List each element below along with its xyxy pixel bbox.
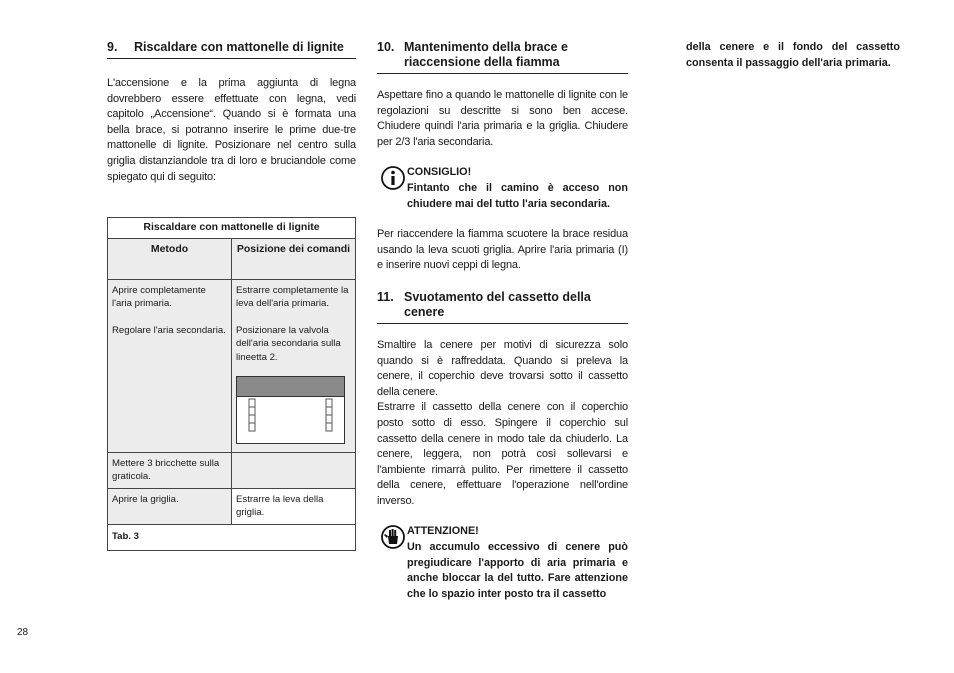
warning-text: Un accumulo eccessivo di cenere può pregiudicare l'apporto di aria primaria e anche bloccar la del tutto. Fare attenzione che lo spazio inter posto tra il cassetto: [407, 541, 628, 600]
section-10-title-line1: Mantenimento della brace e: [404, 40, 568, 54]
section-9-heading: [107, 40, 356, 59]
control-diagram: [236, 376, 345, 444]
column-right: [686, 40, 900, 71]
warning-text-continued: della cenere e il fondo del cassetto consenta il passaggio dell'aria primaria.: [686, 41, 900, 69]
table-title: Riscaldare con mattonelle di lignite: [108, 218, 356, 239]
table-cell-controls-2: [232, 452, 356, 488]
section-10-body-2: Per riaccendere la fiamma scuotere la brace residua usando la leva scuoti griglia. Aprire l'aria primaria (I) e inserire nuovi ceppi di legna.: [377, 228, 628, 272]
section-10-number: 10.: [377, 40, 395, 54]
column-left: [107, 40, 356, 551]
section-11-heading: [377, 290, 628, 324]
table-cell-method-1: [108, 279, 232, 452]
table-cell-method-3: Aprire la griglia.: [108, 488, 232, 524]
table-cell-controls-3: Estrarre la leva della griglia.: [232, 488, 356, 524]
lignite-table: [107, 217, 356, 551]
table-header-method: Metodo: [108, 238, 232, 279]
warning-hand-icon: [377, 524, 407, 602]
section-10-heading: [377, 40, 628, 74]
section-10-body-1: Aspettare fino a quando le mattonelle di lignite con le regolazioni su descritte si sono ben accese. Chiudere quindi l'aria primaria e la griglia. Chiudere per 2/3 l'aria secondaria.: [377, 89, 628, 148]
method-open-primary-air: Aprire completamente l'aria primaria.: [112, 284, 206, 310]
page-number: 28: [17, 627, 29, 638]
section-11-title-line1: Svuotamento del cassetto della: [404, 289, 591, 304]
table-cell-controls-1: [232, 279, 356, 452]
lever-markers-icon: [237, 377, 344, 443]
tip-text: Fintanto che il camino è acceso non chiudere mai del tutto l'aria secondaria.: [407, 181, 628, 210]
section-9-number: 9.: [107, 40, 118, 54]
warning-box: [377, 524, 628, 602]
section-11-body-1: Smaltire la cenere per motivi di sicurezza solo quando si è raffreddata. Quando si preleva la cenere, il coperchio deve trovarsi sotto il cassetto della cenere.: [377, 338, 628, 398]
method-adjust-secondary-air: Regolare l'aria secondaria.: [112, 324, 226, 336]
section-11-body-2: Estrarre il cassetto della cenere con il coperchio posto sotto di esso. Spingere il coperchio sul cassetto della cenere in modo tale da chiuderlo. La cenere, leggera, non potrà così sollevarsi e l'ambiente rimarrà pulito. Per rimettere il cassetto della cenere, effettuare l'operazione nell'ordine inverso.: [377, 401, 628, 507]
section-9-title: Riscaldare con mattonelle di lignite: [134, 40, 344, 54]
tip-label: CONSIGLIO!: [407, 166, 472, 179]
info-icon: [377, 165, 407, 212]
table-header-controls: Posizione dei comandi: [232, 238, 356, 279]
control-primary-lever: Estrarre completamente la leva dell'aria primaria.: [236, 284, 349, 310]
section-9-body: L'accensione e la prima aggiunta di legna dovrebbero essere effettuate con legna, vedi capitolo „Accensione“. Quando si è formata una bella brace, si potranno inserire le prime due-tre mattonelle di lignite. Posizionare nel centro sulla griglia distanziandole tra di loro e bruciandole come spiegato qui di seguito:: [107, 77, 356, 183]
tip-box: [377, 165, 628, 212]
warning-label: ATTENZIONE!: [407, 525, 479, 538]
table-cell-method-2: Mettere 3 bricchette sulla graticola.: [108, 452, 232, 488]
table-caption: Tab. 3: [108, 524, 356, 551]
column-middle: [377, 40, 628, 602]
section-10-title-line2: riaccensione della fiamma: [404, 55, 560, 69]
section-11-title-line2: cenere: [404, 304, 445, 319]
control-secondary-valve: Posizionare la valvola dell'aria secondaria sulla lineetta 2.: [236, 324, 341, 363]
section-11-number: 11.: [377, 289, 394, 304]
